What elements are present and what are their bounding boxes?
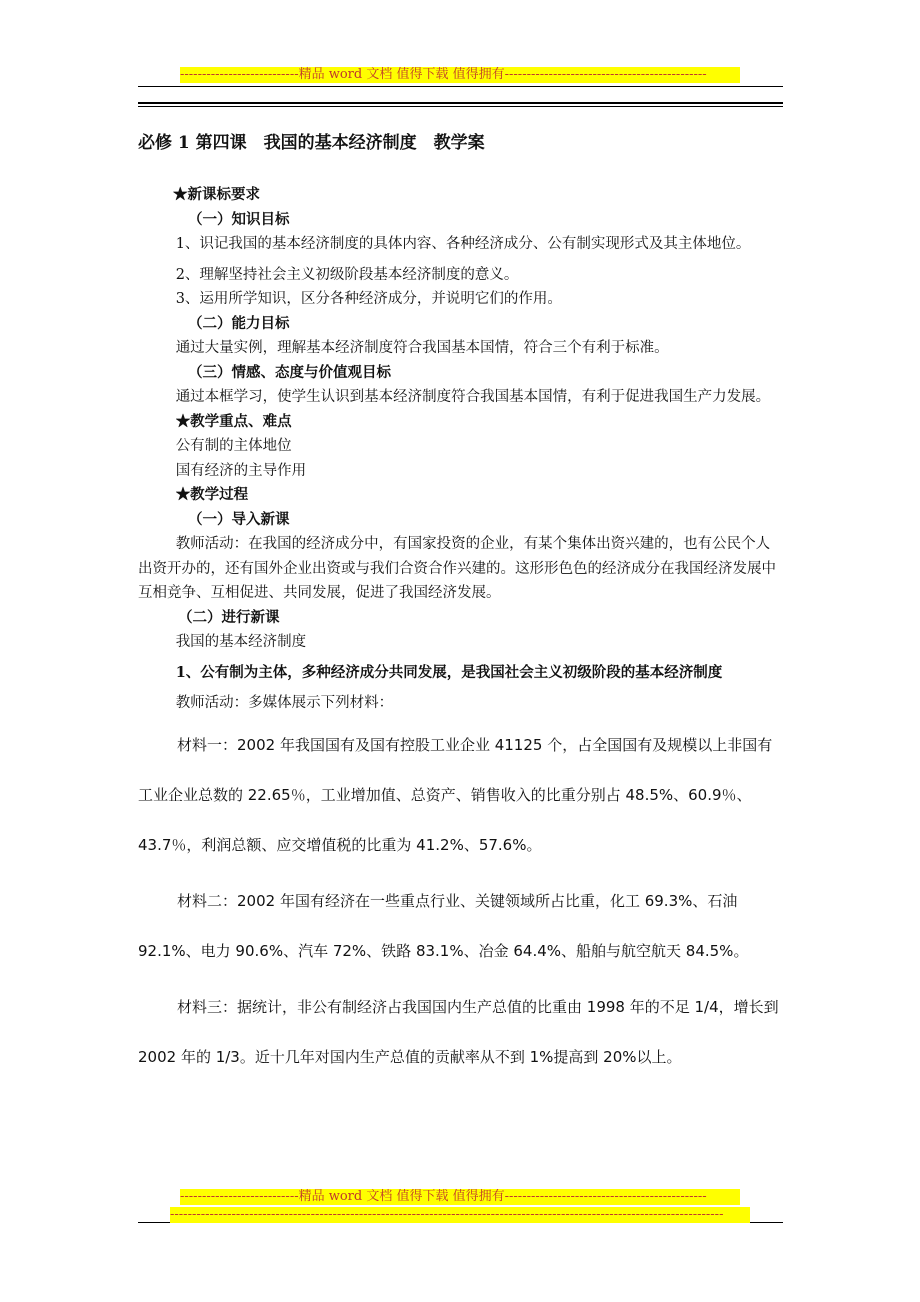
- material-2: 材料二：2002 年国有经济在一些重点行业、关键领域所占比重，化工 69.3%、石油 92.1%、电力 90.6%、汽车 72%、铁路 83.1%、冶金 64.4%、船舶与航空航天 84.5%。: [138, 891, 749, 960]
- heading-process: ★教学过程: [175, 486, 249, 503]
- document-body: [138, 130, 783, 1082]
- heading-ability-goal: （二）能力目标: [188, 314, 290, 332]
- heading-new-lesson: （二）进行新课: [178, 608, 280, 626]
- header-rule-thick-1: [138, 102, 783, 104]
- heading-intro: （一）导入新课: [188, 510, 290, 528]
- heading-key-points: ★教学重点、难点: [175, 412, 292, 430]
- heading-kb-req: ★新课标要求: [173, 186, 260, 203]
- header-rule-thin: [138, 86, 783, 87]
- heading-emotion-goal: （三）情感、态度与价值观目标: [188, 363, 391, 381]
- header-banner: ---------------------------精品 word 文档 值得下载 值得拥有----------------------------------------------: [180, 67, 740, 83]
- key-point-2: 国有经济的主导作用: [175, 462, 307, 479]
- heading-knowledge-goal: （一）知识目标: [188, 210, 290, 228]
- key-point-1: 公有制的主体地位: [175, 438, 292, 454]
- material-3: 材料三：据统计，非公有制经济占我国国内生产总值的比重由 1998 年的不足 1/4，增长到 2002 年的 1/3。近十几年对国内生产总值的贡献率从不到 1%提高到 20%以上。: [138, 997, 779, 1066]
- emotion-item-1: 通过本框学习，使学生认识到基本经济制度符合我国基本国情，有利于促进我国生产力发展。: [175, 389, 771, 405]
- new-lesson-topic: 我国的基本经济制度: [175, 634, 307, 650]
- footer-banner-2: ------------------------------------------------------------------------------------------------------------------------------: [170, 1207, 750, 1223]
- page-title: 必修 1 第四课 我国的基本经济制度 教学案: [138, 133, 485, 153]
- ability-item-1: 通过大量实例，理解基本经济制度符合我国基本国情，符合三个有利于标准。: [175, 340, 669, 356]
- material-1: 材料一：2002 年我国国有及国有控股工业企业 41125 个，占全国国有及规模以上非国有工业企业总数的 22.65％，工业增加值、总资产、销售收入的比重分别占 48.5%、60.9％、43.7％，利润总额、应交增值税的比重为 41.2%、57.6%。: [138, 735, 773, 854]
- new-lesson-activity: 教师活动：多媒体展示下列材料：: [175, 695, 394, 711]
- footer-banner-1: ---------------------------精品 word 文档 值得下载 值得拥有----------------------------------------------: [180, 1189, 740, 1205]
- knowledge-item-2: 2、理解坚持社会主义初级阶段基本经济制度的意义。: [175, 266, 519, 283]
- knowledge-item-1: 1、识记我国的基本经济制度的具体内容、各种经济成分、公有制实现形式及其主体地位。: [175, 236, 751, 252]
- header-rule-thick-2: [138, 106, 783, 107]
- new-lesson-point-1: 1、公有制为主体，多种经济成分共同发展，是我国社会主义初级阶段的基本经济制度: [175, 663, 723, 681]
- intro-text: 教师活动：在我国的经济成分中，有国家投资的企业，有某个集体出资兴建的，也有公民个人出资开办的，还有国外企业出资或与我们合资合作兴建的。这形形色色的经济成分在我国经济发展中互相竞争、互相促进、共同发展，促进了我国经济发展。: [138, 536, 776, 601]
- knowledge-item-3: 3、运用所学知识，区分各种经济成分，并说明它们的作用。: [175, 291, 562, 307]
